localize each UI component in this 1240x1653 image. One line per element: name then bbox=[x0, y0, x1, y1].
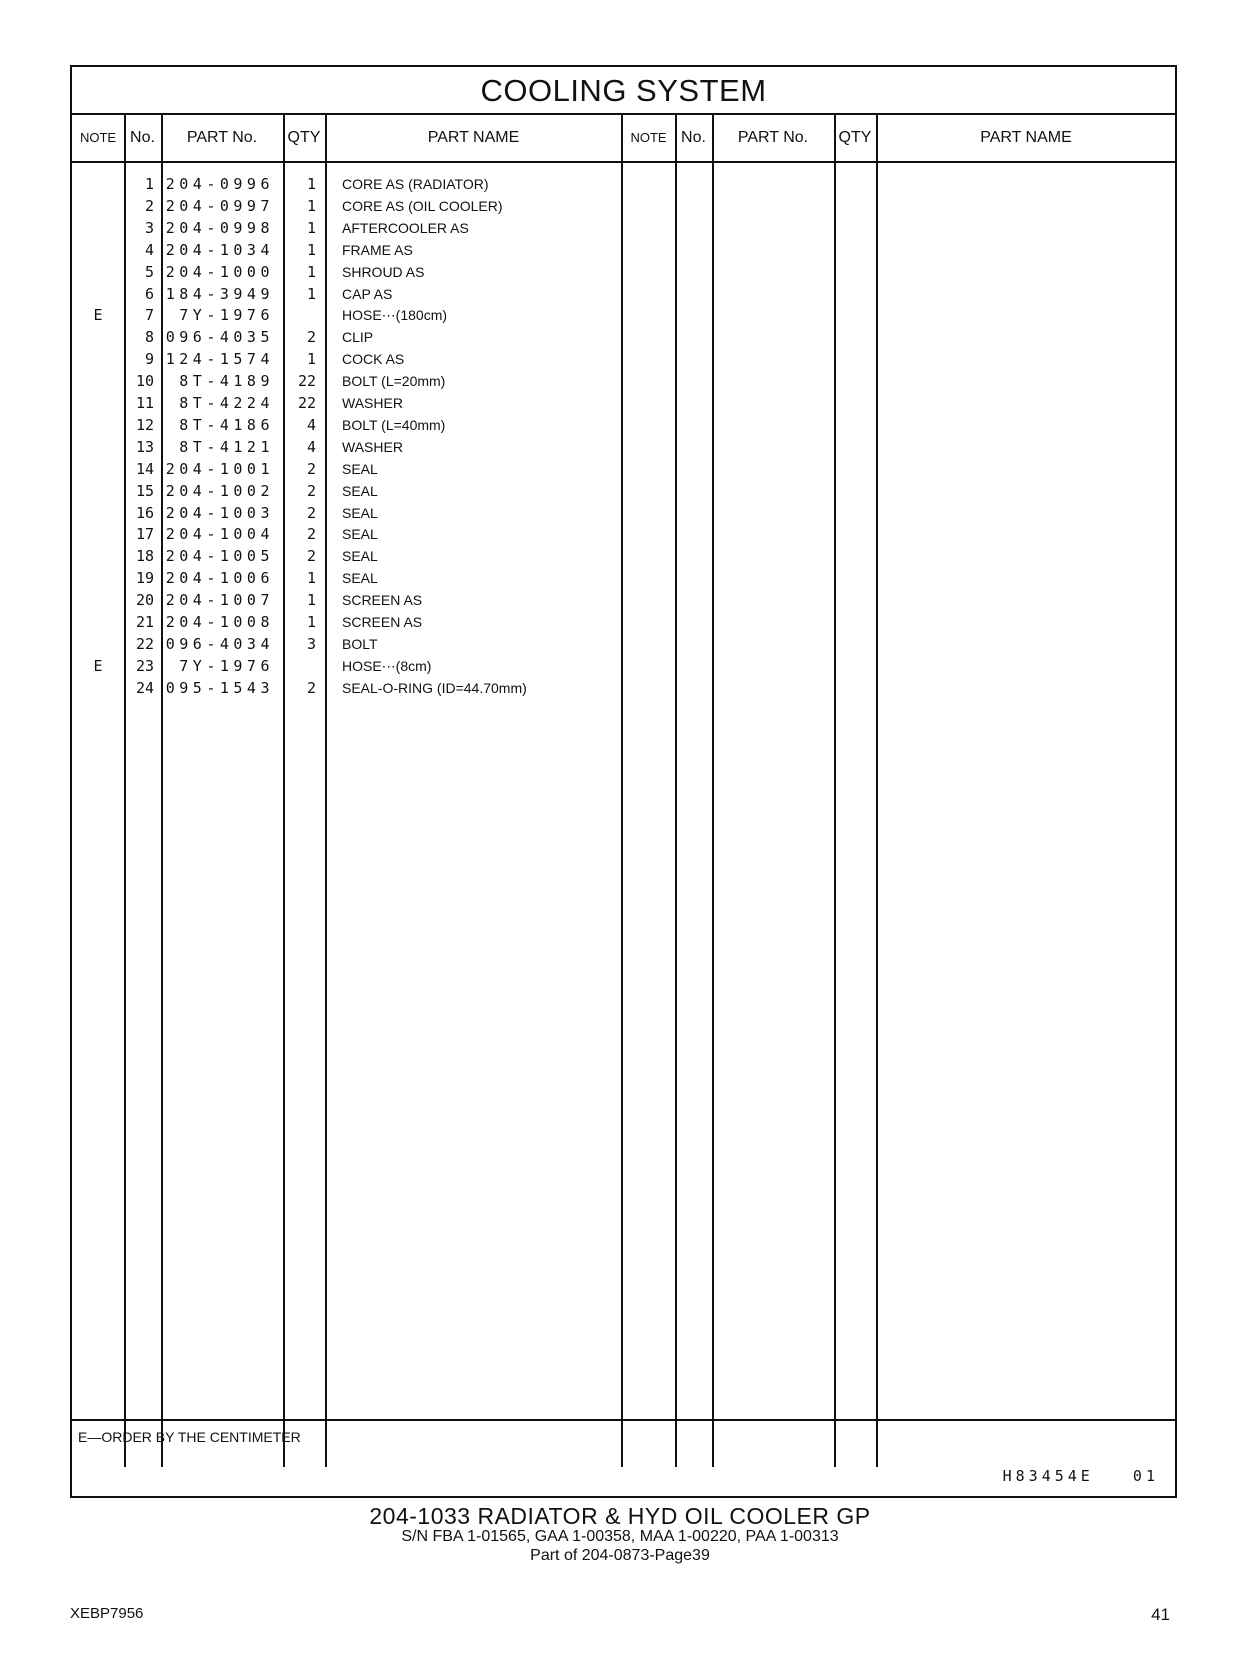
row-quantity: 1 bbox=[306, 284, 316, 303]
row-part-number: 204-0997 bbox=[165, 196, 274, 215]
table-row bbox=[72, 239, 1175, 262]
table-row bbox=[72, 304, 1175, 327]
row-number: 2 bbox=[144, 196, 154, 215]
row-part-name: COCK AS bbox=[342, 351, 405, 368]
row-quantity: 1 bbox=[306, 196, 316, 215]
row-part-name: CLIP bbox=[342, 329, 374, 346]
row-part-number: 204-0996 bbox=[165, 175, 274, 193]
parts-list bbox=[72, 163, 1175, 1488]
row-quantity: 2 bbox=[306, 678, 316, 697]
row-number: 23 bbox=[135, 656, 154, 675]
table-row bbox=[72, 655, 1175, 678]
row-part-number: 204-1008 bbox=[165, 613, 274, 631]
row-part-number: 204-0998 bbox=[165, 218, 274, 237]
row-part-name: HOSE⋯(180cm) bbox=[342, 307, 448, 324]
row-number: 13 bbox=[135, 437, 154, 456]
header-note: NOTE bbox=[79, 130, 117, 145]
row-quantity: 2 bbox=[306, 481, 316, 500]
row-part-number: 8T-4121 bbox=[179, 437, 274, 456]
table-row bbox=[72, 348, 1175, 371]
row-number: 10 bbox=[135, 372, 154, 391]
row-part-number: 204-1002 bbox=[165, 481, 274, 500]
row-part-number: 204-1005 bbox=[165, 547, 274, 566]
table-row bbox=[72, 414, 1175, 437]
row-part-name: BOLT (L=20mm) bbox=[342, 373, 446, 390]
table-row bbox=[72, 480, 1175, 503]
table-row bbox=[72, 611, 1175, 634]
row-part-number: 7Y-1976 bbox=[179, 306, 274, 325]
row-number: 4 bbox=[144, 240, 154, 259]
table-row bbox=[72, 261, 1175, 284]
row-part-number: 8T-4224 bbox=[179, 394, 274, 412]
row-part-number: 096-4034 bbox=[165, 634, 274, 653]
document-id: XEBP7956 bbox=[70, 1605, 144, 1622]
row-number: 17 bbox=[135, 525, 154, 544]
row-quantity: 1 bbox=[306, 240, 316, 259]
row-number: 18 bbox=[135, 547, 154, 566]
row-note: E bbox=[93, 656, 103, 675]
table-row bbox=[72, 633, 1175, 656]
row-part-number: 204-1000 bbox=[165, 262, 274, 281]
row-quantity: 1 bbox=[306, 591, 316, 610]
row-part-name: SEAL bbox=[342, 460, 378, 477]
row-part-number: 204-1004 bbox=[165, 525, 274, 544]
table-row bbox=[72, 589, 1175, 612]
row-number: 16 bbox=[135, 503, 154, 522]
row-number: 14 bbox=[135, 459, 154, 478]
table-row bbox=[72, 567, 1175, 590]
footnote: E—ORDER BY THE CENTIMETER bbox=[78, 1429, 301, 1445]
row-part-name: SEAL bbox=[342, 504, 378, 521]
row-number: 3 bbox=[144, 218, 154, 237]
row-part-name: SEAL bbox=[342, 482, 378, 499]
row-number: 7 bbox=[144, 306, 154, 325]
row-part-number: 204-1006 bbox=[165, 569, 274, 588]
row-part-name: BOLT bbox=[342, 635, 378, 652]
row-part-name: HOSE⋯(8cm) bbox=[342, 657, 432, 674]
table-row bbox=[72, 436, 1175, 459]
drawing-number: H83454E 01 bbox=[1002, 1467, 1159, 1485]
header-qty: QTY bbox=[287, 129, 321, 146]
row-quantity: 1 bbox=[306, 262, 316, 281]
row-quantity: 2 bbox=[306, 459, 316, 478]
footnote-divider bbox=[72, 1419, 1175, 1421]
row-part-name: CAP AS bbox=[342, 285, 393, 302]
row-part-name: AFTERCOOLER AS bbox=[342, 219, 469, 236]
row-part-name: SHROUD AS bbox=[342, 263, 425, 280]
row-number: 11 bbox=[135, 394, 154, 412]
table-row bbox=[72, 502, 1175, 525]
row-part-name: WASHER bbox=[342, 395, 403, 411]
row-number: 8 bbox=[144, 328, 154, 347]
row-number: 19 bbox=[135, 569, 154, 588]
row-quantity: 2 bbox=[306, 328, 316, 347]
table-row bbox=[72, 677, 1175, 700]
row-part-name: CORE AS (OIL COOLER) bbox=[342, 197, 503, 214]
row-quantity: 2 bbox=[306, 503, 316, 522]
header-no: No. bbox=[130, 129, 155, 146]
row-number: 1 bbox=[144, 175, 154, 193]
row-part-name: SEAL bbox=[342, 548, 378, 565]
row-part-name: CORE AS (RADIATOR) bbox=[342, 176, 489, 192]
header-part-no-right: PART No. bbox=[737, 129, 809, 146]
row-number: 15 bbox=[135, 481, 154, 500]
row-part-number: 096-4035 bbox=[165, 328, 274, 347]
table-row bbox=[72, 458, 1175, 481]
row-number: 21 bbox=[135, 613, 154, 631]
header-part-name-right: PART NAME bbox=[980, 129, 1072, 146]
row-part-number: 8T-4186 bbox=[179, 415, 274, 434]
row-part-name: SEAL bbox=[342, 570, 378, 587]
row-quantity: 1 bbox=[306, 175, 316, 193]
row-part-number: 095-1543 bbox=[165, 678, 274, 697]
row-part-number: 204-1034 bbox=[165, 240, 274, 259]
row-quantity: 22 bbox=[297, 372, 316, 391]
row-quantity: 1 bbox=[306, 350, 316, 369]
serial-numbers: S/N FBA 1-01565, GAA 1-00358, MAA 1-00220, PAA 1-00313 bbox=[401, 1528, 839, 1545]
header-part-no: PART No. bbox=[186, 129, 258, 146]
page-number: 41 bbox=[1151, 1605, 1170, 1624]
row-part-name: SCREEN AS bbox=[342, 592, 423, 609]
row-quantity: 3 bbox=[306, 634, 316, 653]
row-part-name: SEAL-O-RING (ID=44.70mm) bbox=[342, 679, 527, 696]
table-row bbox=[72, 370, 1175, 393]
row-number: 12 bbox=[135, 415, 154, 434]
table-row bbox=[72, 545, 1175, 568]
page-title: COOLING SYSTEM bbox=[72, 67, 1175, 115]
row-quantity: 2 bbox=[306, 547, 316, 566]
table-row bbox=[72, 392, 1175, 415]
row-part-number: 184-3949 bbox=[165, 284, 274, 303]
row-part-number: 204-1001 bbox=[165, 459, 274, 478]
row-quantity: 1 bbox=[306, 218, 316, 237]
row-quantity: 2 bbox=[306, 525, 316, 544]
row-quantity: 4 bbox=[306, 415, 316, 434]
row-part-name: SCREEN AS bbox=[342, 614, 423, 630]
row-part-name: BOLT (L=40mm) bbox=[342, 416, 446, 433]
parts-table-frame bbox=[70, 65, 1177, 1498]
table-row bbox=[72, 173, 1175, 196]
row-number: 22 bbox=[135, 634, 154, 653]
row-number: 20 bbox=[135, 591, 154, 610]
row-part-number: 204-1007 bbox=[165, 591, 274, 610]
row-part-number: 7Y-1976 bbox=[179, 656, 274, 675]
table-row bbox=[72, 326, 1175, 349]
row-number: 24 bbox=[135, 678, 154, 697]
parent-reference: Part of 204-0873-Page39 bbox=[530, 1547, 710, 1564]
table-row bbox=[72, 195, 1175, 218]
row-quantity: 1 bbox=[306, 613, 316, 631]
row-quantity: 4 bbox=[306, 437, 316, 456]
row-part-name: FRAME AS bbox=[342, 241, 413, 258]
row-number: 5 bbox=[144, 262, 154, 281]
table-header bbox=[72, 115, 1175, 163]
row-number: 9 bbox=[144, 350, 154, 369]
table-row bbox=[72, 217, 1175, 240]
row-part-number: 204-1003 bbox=[165, 503, 274, 522]
header-part-name: PART NAME bbox=[427, 129, 520, 146]
row-quantity: 22 bbox=[297, 394, 316, 412]
row-number: 6 bbox=[144, 284, 154, 303]
header-note-right: NOTE bbox=[630, 130, 667, 145]
row-part-number: 8T-4189 bbox=[179, 372, 274, 391]
header-qty-right: QTY bbox=[838, 129, 872, 146]
table-row bbox=[72, 283, 1175, 306]
row-quantity: 1 bbox=[306, 569, 316, 588]
row-note: E bbox=[93, 306, 103, 325]
header-no-right: No. bbox=[681, 129, 706, 146]
row-part-name: SEAL bbox=[342, 526, 378, 543]
row-part-name: WASHER bbox=[342, 438, 403, 455]
row-part-number: 124-1574 bbox=[165, 350, 274, 369]
table-row bbox=[72, 523, 1175, 546]
group-caption: 204-1033 RADIATOR & HYD OIL COOLER GP bbox=[369, 1503, 871, 1529]
